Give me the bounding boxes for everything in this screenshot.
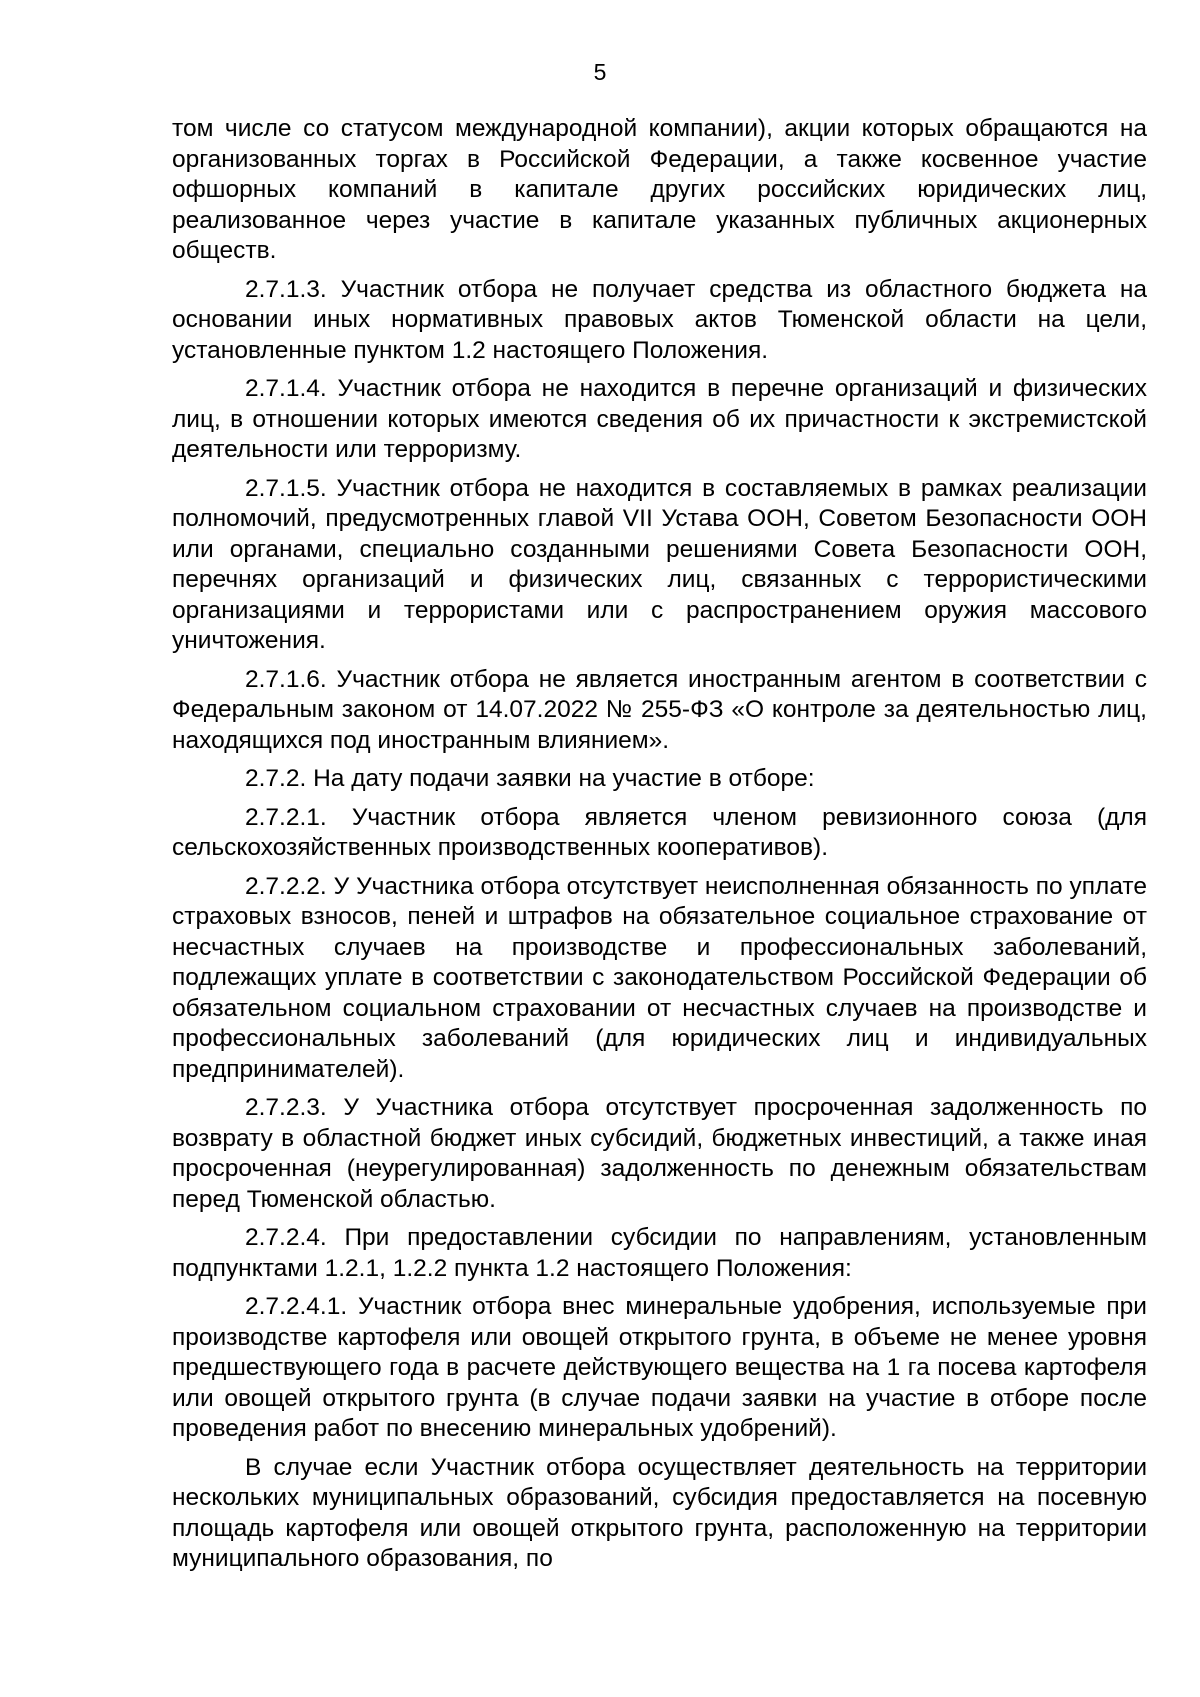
paragraph-2-7-2: 2.7.2. На дату подачи заявки на участие в отборе: bbox=[245, 765, 815, 792]
paragraph-2-7-1-6: 2.7.1.6. Участник отбора не является иностранным агентом в соответствии с Федеральным законом от 14.07.2022 № 255-ФЗ «О контроле за деятельностью лиц, находящихся под иностранным влиянием». bbox=[172, 665, 1147, 754]
paragraph-2-7-1-3: 2.7.1.3. Участник отбора не получает средства из областного бюджета на основании иных нормативных правовых актов Тюменской области на цели, установленные пунктом 1.2 настоящего Положения. bbox=[172, 275, 1147, 364]
paragraph-multi-municipality: В случае если Участник отбора осуществляет деятельность на территории нескольких муниципальных образований, субсидия предоставляется на посевную площадь картофеля или овощей открытого грунта, расположенную на территории муниципального образования, по bbox=[172, 1453, 1147, 1572]
paragraph-continuation: том числе со статусом международной компании), акции которых обращаются на организованных торгах в Российской Федерации, а также косвенное участие офшорных компаний в капитале других российских юридических лиц, реализованное через участие в капитале указанных публичных акционерных обществ. bbox=[172, 115, 1147, 264]
paragraph-2-7-1-4: 2.7.1.4. Участник отбора не находится в перечне организаций и физических лиц, в отношении которых имеются сведения об их причастности к экстремистской деятельности или терроризму. bbox=[172, 375, 1147, 463]
paragraph-2-7-1-5: 2.7.1.5. Участник отбора не находится в составляемых в рамках реализации полномочий, предусмотренных главой VII Устава ООН, Советом Безопасности ООН или органами, специально созданными решениями Совета Безопасности ООН, перечнях организаций и физических лиц, связанных с террористическими организациями и террористами или с распространением оружия массового уничтожения. bbox=[172, 474, 1147, 654]
document-body bbox=[172, 114, 1147, 1583]
paragraph-2-7-2-2: 2.7.2.2. У Участника отбора отсутствует неисполненная обязанность по уплате страховых взносов, пеней и штрафов на обязательное социальное страхование от несчастных случаев на производстве и профессиональных заболеваний, подлежащих уплате в соответствии с законодательством Российской Федерации об обязательном социальном страховании от несчастных случаев на производстве и профессиональных заболеваний (для юридических лиц и индивидуальных предпринимателей). bbox=[172, 872, 1147, 1083]
page-number: 5 bbox=[593, 59, 607, 85]
paragraph-2-7-2-4-1: 2.7.2.4.1. Участник отбора внес минеральные удобрения, используемые при производстве картофеля или овощей открытого грунта, в объеме не менее уровня предшествующего года в расчете действующего вещества на 1 га посева картофеля или овощей открытого грунта (в случае подачи заявки на участие в отборе после проведения работ по внесению минеральных удобрений). bbox=[172, 1293, 1147, 1442]
paragraph-2-7-2-4: 2.7.2.4. При предоставлении субсидии по направлениям, установленным подпунктами 1.2.1, 1.2.2 пункта 1.2 настоящего Положения: bbox=[172, 1224, 1147, 1282]
paragraph-2-7-2-3: 2.7.2.3. У Участника отбора отсутствует просроченная задолженность по возврату в областной бюджет иных субсидий, бюджетных инвестиций, а также иная просроченная (неурегулированная) задолженность по денежным обязательствам перед Тюменской областью. bbox=[172, 1094, 1147, 1213]
paragraph-2-7-2-1: 2.7.2.1. Участник отбора является членом ревизионного союза (для сельскохозяйственных производственных кооперативов). bbox=[172, 803, 1147, 861]
